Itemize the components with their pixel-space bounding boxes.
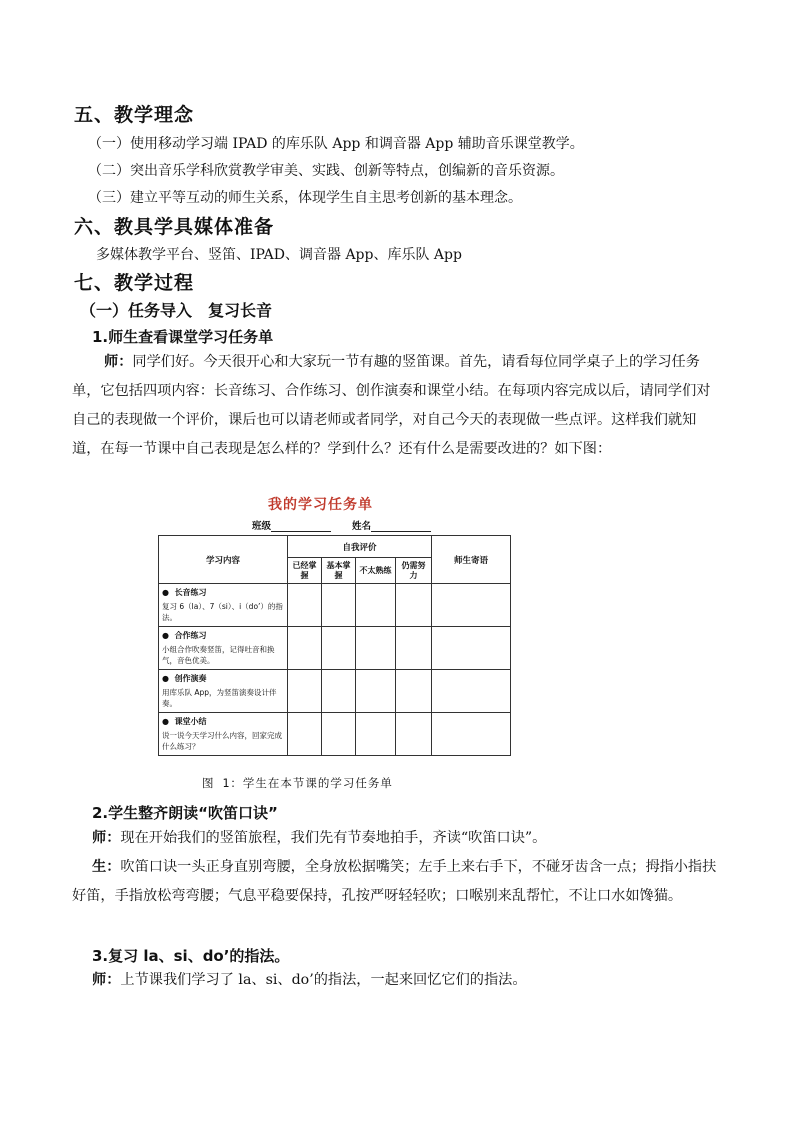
step-1-heading: 1.师生查看课堂学习任务单 [92,328,274,346]
speaker-teacher: 师： [104,354,133,370]
eval-cell[interactable] [356,584,396,627]
table-row: ● 合作练习 小组合作吹奏竖笛，记得吐音和换气，音色优美。 [159,627,511,670]
eval-cell[interactable] [396,713,432,756]
task-table [158,535,511,756]
subsection-1-heading: （一）任务导入 复习长音 [80,301,273,320]
row-title: 长音练习 [174,588,207,597]
step-2-heading: 2.学生整齐朗读“吹笛口诀” [92,804,278,822]
speaker-student: 生： [92,859,121,875]
paragraph-1-text: 同学们好。今天很开心和大家玩一节有趣的竖笛课。首先，请看每位同学桌子上的学习任务单，它包括四项内容：长音练习、合作练习、创作演奏和课堂小结。在每项内容完成以后，请同学们对自己的表现做一个评价，课后也可以请老师或者同学，对自己今天的表现做一些点评。这样我们就知道，在每一节课中自己表现是怎么样的？学到什么？还有什么是需要改进的？如下图： [72,354,711,457]
sub-col-basic: 基本掌握 [322,558,356,584]
paragraph-2 [72,824,722,853]
table-row: ● 长音练习 复习 6（la）、7（si）、i（do’）的指法。 [159,584,511,627]
sub-col-not-fluent: 不太熟练 [356,558,396,584]
eval-cell[interactable] [288,713,322,756]
paragraph-4 [72,966,722,995]
section-6-heading: 六、教具学具媒体准备 [74,216,275,238]
eval-cell[interactable] [396,584,432,627]
sec6-text: 多媒体教学平台、竖笛、IPAD、调音器 App、库乐队 App [96,247,462,263]
table-row: ● 课堂小结 说一说今天学习什么内容，回家完成什么练习？ [159,713,511,756]
eval-cell[interactable] [356,713,396,756]
eval-cell[interactable] [322,670,356,713]
row-desc: 复习 6（la）、7（si）、i（do’）的指法。 [162,602,283,622]
header-content: 学习内容 [159,536,288,584]
eval-cell[interactable] [396,670,432,713]
note-cell[interactable] [432,584,511,627]
section-5-heading: 五、教学理念 [74,104,195,126]
note-cell[interactable] [432,627,511,670]
eval-cell[interactable] [322,627,356,670]
sub-col-mastered: 已经掌握 [288,558,322,584]
header-self-eval: 自我评价 [288,536,432,558]
figure-title: 我的学习任务单 [268,497,373,513]
eval-cell[interactable] [356,670,396,713]
class-label: 班级 [252,521,272,532]
name-label: 姓名 [352,521,372,532]
row-title: 合作练习 [174,631,207,640]
sec5-item-2: （二）突出音乐学科欣赏教学审美、实践、创新等特点，创编新的音乐资源。 [88,163,564,179]
eval-cell[interactable] [356,627,396,670]
table-row: ● 创作演奏 用库乐队 App，为竖笛演奏设计伴奏。 [159,670,511,713]
speaker-teacher: 师： [92,972,121,988]
sec5-item-3: （三）建立平等互动的师生关系，体现学生自主思考创新的基本理念。 [88,190,522,206]
name-field [352,518,431,532]
eval-cell[interactable] [288,584,322,627]
row-desc: 说一说今天学习什么内容，回家完成什么练习？ [162,731,282,751]
row-title: 课堂小结 [174,717,207,726]
eval-cell[interactable] [396,627,432,670]
section-7-heading: 七、教学过程 [74,272,195,294]
paragraph-1 [72,348,722,464]
eval-cell[interactable] [288,670,322,713]
step-3-heading: 3.复习 la、si、do’的指法。 [92,947,290,965]
eval-cell[interactable] [288,627,322,670]
note-cell[interactable] [432,713,511,756]
paragraph-4-text: 上节课我们学习了 la、si、do’的指法，一起来回忆它们的指法。 [120,972,527,988]
sub-col-needs-work: 仍需努力 [396,558,432,584]
row-title: 创作演奏 [174,674,207,683]
row-desc: 小组合作吹奏竖笛，记得吐音和换气，音色优美。 [162,645,275,665]
class-field [252,518,331,532]
paragraph-2-text: 现在开始我们的竖笛旅程，我们先有节奏地拍手，齐读“吹笛口诀”。 [120,830,547,846]
eval-cell[interactable] [322,713,356,756]
header-teacher-note: 师生寄语 [432,536,511,584]
speaker-teacher: 师： [92,830,121,846]
sec5-item-1: （一）使用移动学习端 IPAD 的库乐队 App 和调音器 App 辅助音乐课堂教学。 [88,136,584,152]
paragraph-3-text: 吹笛口诀一头正身直别弯腰，全身放松据嘴笑；左手上来右手下，不碰牙齿含一点；拇指小指扶好笛，手指放松弯弯腰；气息平稳要保持，孔按严呀轻轻吹；口喉别来乱帮忙，不让口水如馋猫。 [72,859,717,904]
note-cell[interactable] [432,670,511,713]
paragraph-3 [72,853,722,911]
eval-cell[interactable] [322,584,356,627]
figure-caption: 图 1：学生在本节课的学习任务单 [202,776,393,790]
row-desc: 用库乐队 App，为竖笛演奏设计伴奏。 [162,688,277,708]
